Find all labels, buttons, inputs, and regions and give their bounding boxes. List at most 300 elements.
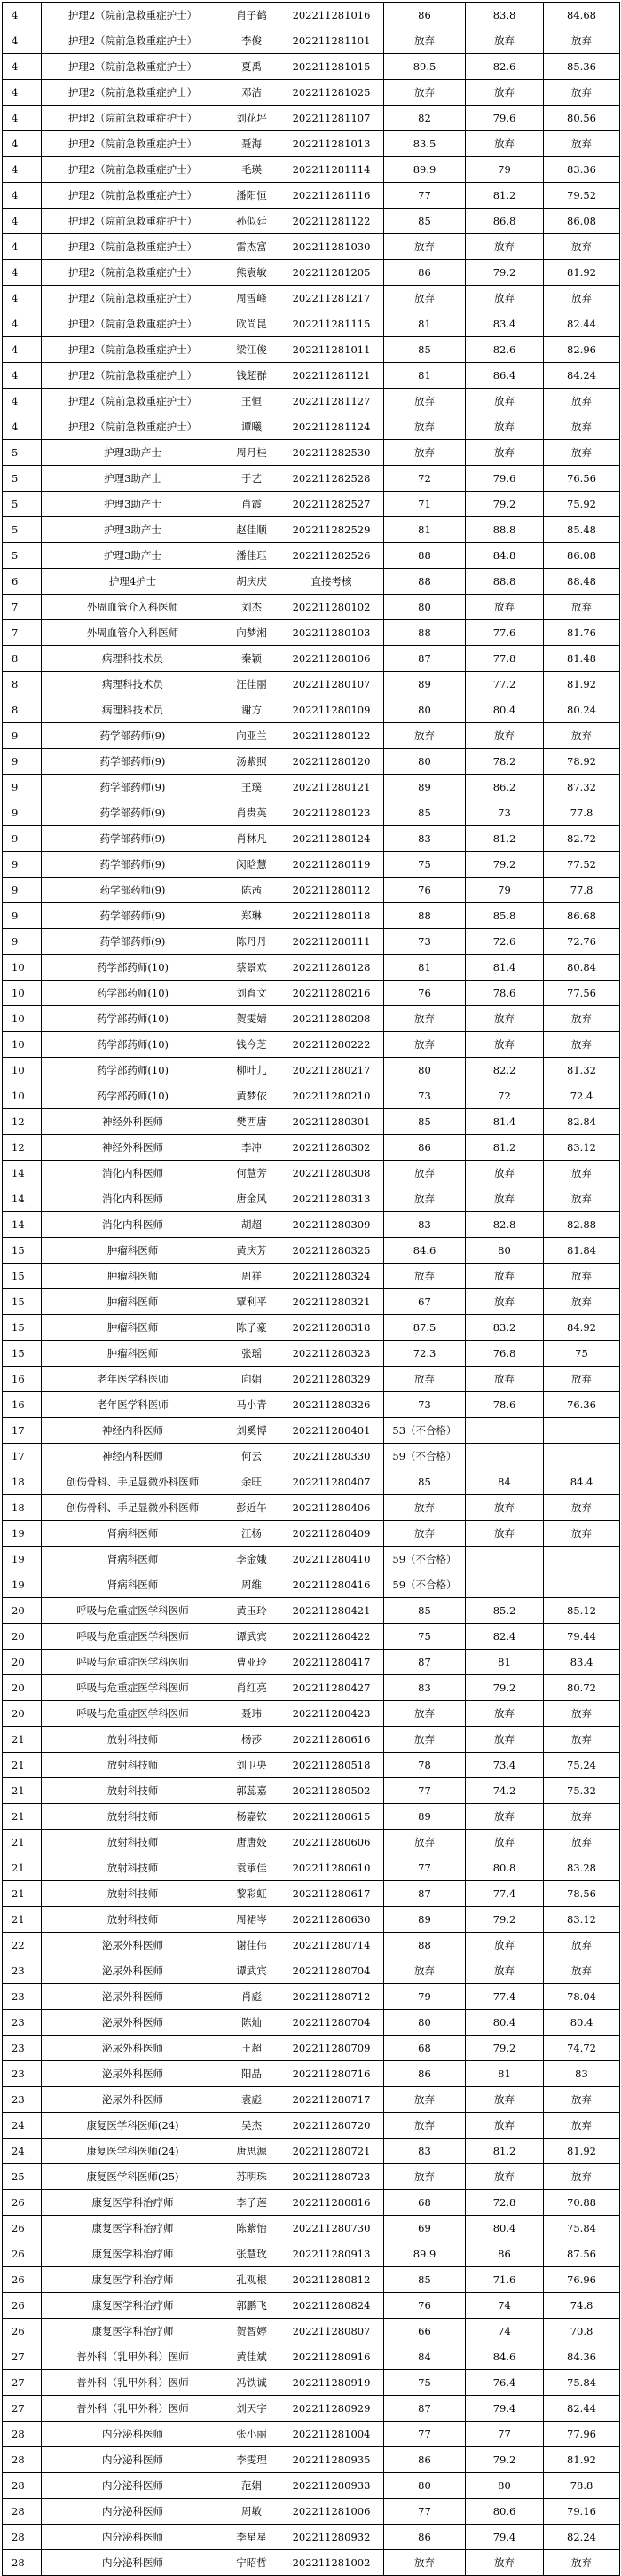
exam-number-cell: 直接考核 bbox=[279, 569, 384, 595]
interview-score-cell: 81.2 bbox=[466, 1135, 544, 1161]
exam-number-cell: 202211281025 bbox=[279, 80, 384, 106]
written-score-cell: 放弃 bbox=[384, 1701, 466, 1727]
total-score-cell: 83.36 bbox=[544, 157, 620, 183]
group-number-cell: 15 bbox=[3, 1238, 42, 1264]
interview-score-cell: 73.4 bbox=[466, 1753, 544, 1778]
position-cell: 神经外科医师 bbox=[42, 1135, 224, 1161]
total-score-cell: 放弃 bbox=[544, 2113, 620, 2139]
position-cell: 护理2（院前急救重症护士） bbox=[42, 286, 224, 311]
group-number-cell: 15 bbox=[3, 1315, 42, 1341]
total-score-cell: 放弃 bbox=[544, 28, 620, 54]
exam-number-cell: 202211280222 bbox=[279, 1032, 384, 1058]
group-number-cell: 23 bbox=[3, 1984, 42, 2010]
table-row bbox=[3, 2241, 620, 2267]
exam-number-cell: 202211280919 bbox=[279, 2370, 384, 2396]
written-score-cell: 53（不合格） bbox=[384, 1418, 466, 1444]
candidate-name-cell: 聂海 bbox=[224, 131, 279, 157]
position-cell: 呼吸与危重症医学科医师 bbox=[42, 1701, 224, 1727]
position-cell: 外周血管介入科医师 bbox=[42, 595, 224, 620]
interview-score-cell: 放弃 bbox=[466, 1933, 544, 1958]
table-row bbox=[3, 1753, 620, 1778]
table-row bbox=[3, 1778, 620, 1804]
written-score-cell: 83.5 bbox=[384, 131, 466, 157]
exam-number-cell: 202211280318 bbox=[279, 1315, 384, 1341]
table-row bbox=[3, 3, 620, 28]
exam-number-cell: 202211280216 bbox=[279, 981, 384, 1006]
group-number-cell: 9 bbox=[3, 775, 42, 800]
candidate-name-cell: 唐唐姣 bbox=[224, 1830, 279, 1855]
group-number-cell: 5 bbox=[3, 466, 42, 492]
written-score-cell: 89.9 bbox=[384, 157, 466, 183]
interview-score-cell: 81 bbox=[466, 2061, 544, 2087]
candidate-name-cell: 肖彪 bbox=[224, 1984, 279, 2010]
position-cell: 肿瘤科医师 bbox=[42, 1315, 224, 1341]
total-score-cell: 放弃 bbox=[544, 1495, 620, 1521]
table-row bbox=[3, 955, 620, 981]
group-number-cell: 10 bbox=[3, 1083, 42, 1109]
table-row bbox=[3, 1547, 620, 1572]
exam-number-cell: 202211280704 bbox=[279, 1958, 384, 1984]
written-score-cell: 79 bbox=[384, 1984, 466, 2010]
group-number-cell: 7 bbox=[3, 595, 42, 620]
interview-score-cell: 放弃 bbox=[466, 1495, 544, 1521]
written-score-cell: 77 bbox=[384, 2422, 466, 2447]
written-score-cell: 73 bbox=[384, 1392, 466, 1418]
written-score-cell: 放弃 bbox=[384, 1186, 466, 1212]
candidate-name-cell: 冯铁诚 bbox=[224, 2370, 279, 2396]
interview-score-cell: 80.4 bbox=[466, 697, 544, 723]
exam-number-cell: 202211280913 bbox=[279, 2241, 384, 2267]
exam-number-cell: 202211280208 bbox=[279, 1006, 384, 1032]
exam-number-cell: 202211280410 bbox=[279, 1547, 384, 1572]
group-number-cell: 4 bbox=[3, 389, 42, 414]
interview-score-cell: 80.4 bbox=[466, 2010, 544, 2036]
group-number-cell: 4 bbox=[3, 3, 42, 28]
table-row bbox=[3, 1907, 620, 1933]
table-row bbox=[3, 1598, 620, 1624]
total-score-cell bbox=[544, 1547, 620, 1572]
exam-number-cell: 202211282529 bbox=[279, 517, 384, 543]
total-score-cell: 88.48 bbox=[544, 569, 620, 595]
exam-number-cell: 202211281217 bbox=[279, 286, 384, 311]
interview-score-cell: 80.6 bbox=[466, 2499, 544, 2525]
interview-score-cell: 放弃 bbox=[466, 1701, 544, 1727]
group-number-cell: 4 bbox=[3, 234, 42, 260]
interview-score-cell: 放弃 bbox=[466, 1804, 544, 1830]
position-cell: 放射科技师 bbox=[42, 1727, 224, 1753]
written-score-cell: 86 bbox=[384, 2447, 466, 2473]
group-number-cell: 19 bbox=[3, 1572, 42, 1598]
table-row bbox=[3, 1855, 620, 1881]
interview-score-cell: 放弃 bbox=[466, 2550, 544, 2576]
candidate-name-cell: 周月桂 bbox=[224, 440, 279, 466]
exam-number-cell: 202211280309 bbox=[279, 1212, 384, 1238]
exam-number-cell: 202211281016 bbox=[279, 3, 384, 28]
position-cell: 康复医学科治疗师 bbox=[42, 2241, 224, 2267]
total-score-cell: 78.92 bbox=[544, 749, 620, 775]
interview-score-cell: 73 bbox=[466, 800, 544, 826]
candidate-name-cell: 范娟 bbox=[224, 2473, 279, 2499]
total-score-cell: 72.4 bbox=[544, 1083, 620, 1109]
interview-score-cell bbox=[466, 1547, 544, 1572]
exam-number-cell: 202211280128 bbox=[279, 955, 384, 981]
position-cell: 康复医学科治疗师 bbox=[42, 2293, 224, 2319]
table-row bbox=[3, 2447, 620, 2473]
exam-number-cell: 202211281004 bbox=[279, 2422, 384, 2447]
position-cell: 药学部药师(9) bbox=[42, 852, 224, 878]
written-score-cell: 85 bbox=[384, 1109, 466, 1135]
group-number-cell: 9 bbox=[3, 723, 42, 749]
position-cell: 药学部药师(10) bbox=[42, 1058, 224, 1083]
total-score-cell: 放弃 bbox=[544, 1006, 620, 1032]
total-score-cell: 70.88 bbox=[544, 2190, 620, 2216]
written-score-cell: 83 bbox=[384, 1675, 466, 1701]
group-number-cell: 21 bbox=[3, 1778, 42, 1804]
table-row bbox=[3, 852, 620, 878]
interview-score-cell: 76.8 bbox=[466, 1341, 544, 1367]
interview-score-cell: 72 bbox=[466, 1083, 544, 1109]
total-score-cell: 放弃 bbox=[544, 2087, 620, 2113]
written-score-cell: 86 bbox=[384, 2061, 466, 2087]
table-row bbox=[3, 1804, 620, 1830]
candidate-name-cell: 黎彩虹 bbox=[224, 1881, 279, 1907]
exam-number-cell: 202211280112 bbox=[279, 878, 384, 903]
interview-score-cell: 放弃 bbox=[466, 131, 544, 157]
group-number-cell: 8 bbox=[3, 646, 42, 672]
candidate-name-cell: 潘阳恒 bbox=[224, 183, 279, 209]
written-score-cell: 85 bbox=[384, 337, 466, 363]
written-score-cell: 87 bbox=[384, 1881, 466, 1907]
group-number-cell: 4 bbox=[3, 106, 42, 131]
written-score-cell: 83 bbox=[384, 2139, 466, 2164]
exam-number-cell: 202211282527 bbox=[279, 492, 384, 517]
group-number-cell: 28 bbox=[3, 2473, 42, 2499]
total-score-cell: 82.84 bbox=[544, 1109, 620, 1135]
table-row bbox=[3, 209, 620, 234]
interview-score-cell: 放弃 bbox=[466, 234, 544, 260]
total-score-cell: 85.48 bbox=[544, 517, 620, 543]
table-row bbox=[3, 337, 620, 363]
exam-number-cell: 202211280916 bbox=[279, 2344, 384, 2370]
interview-score-cell: 72.8 bbox=[466, 2190, 544, 2216]
total-score-cell: 放弃 bbox=[544, 2550, 620, 2576]
exam-number-cell: 202211280406 bbox=[279, 1495, 384, 1521]
exam-number-cell: 202211280329 bbox=[279, 1367, 384, 1392]
position-cell: 护理3助产士 bbox=[42, 466, 224, 492]
position-cell: 药学部药师(9) bbox=[42, 749, 224, 775]
interview-score-cell: 放弃 bbox=[466, 1521, 544, 1547]
table-row bbox=[3, 1032, 620, 1058]
position-cell: 普外科（乳甲外科）医师 bbox=[42, 2370, 224, 2396]
total-score-cell: 83.28 bbox=[544, 1855, 620, 1881]
interview-score-cell: 放弃 bbox=[466, 595, 544, 620]
interview-score-cell: 82.6 bbox=[466, 54, 544, 80]
group-number-cell: 26 bbox=[3, 2216, 42, 2241]
written-score-cell: 78 bbox=[384, 1753, 466, 1778]
interview-score-cell: 放弃 bbox=[466, 2087, 544, 2113]
exam-number-cell: 202211280502 bbox=[279, 1778, 384, 1804]
table-row bbox=[3, 286, 620, 311]
interview-score-cell: 78.6 bbox=[466, 1392, 544, 1418]
candidate-name-cell: 李子莲 bbox=[224, 2190, 279, 2216]
candidate-name-cell: 覃利平 bbox=[224, 1289, 279, 1315]
position-cell: 药学部药师(9) bbox=[42, 929, 224, 955]
candidate-name-cell: 刘花坪 bbox=[224, 106, 279, 131]
total-score-cell: 81.48 bbox=[544, 646, 620, 672]
group-number-cell: 26 bbox=[3, 2241, 42, 2267]
position-cell: 药学部药师(9) bbox=[42, 878, 224, 903]
table-row bbox=[3, 2499, 620, 2525]
exam-number-cell: 202211281101 bbox=[279, 28, 384, 54]
total-score-cell: 81.76 bbox=[544, 620, 620, 646]
position-cell: 护理2（院前急救重症护士） bbox=[42, 363, 224, 389]
table-row bbox=[3, 2293, 620, 2319]
total-score-cell: 放弃 bbox=[544, 1830, 620, 1855]
candidate-name-cell: 于艺 bbox=[224, 466, 279, 492]
interview-score-cell: 放弃 bbox=[466, 414, 544, 440]
total-score-cell: 87.32 bbox=[544, 775, 620, 800]
table-row bbox=[3, 878, 620, 903]
interview-score-cell: 77.4 bbox=[466, 1881, 544, 1907]
table-row bbox=[3, 28, 620, 54]
written-score-cell: 放弃 bbox=[384, 286, 466, 311]
interview-score-cell: 79.2 bbox=[466, 2447, 544, 2473]
group-number-cell: 4 bbox=[3, 363, 42, 389]
table-row bbox=[3, 1958, 620, 1984]
candidate-name-cell: 蔡景欢 bbox=[224, 955, 279, 981]
table-row bbox=[3, 1675, 620, 1701]
candidate-name-cell: 郑琳 bbox=[224, 903, 279, 929]
written-score-cell: 88 bbox=[384, 903, 466, 929]
interview-score-cell: 放弃 bbox=[466, 723, 544, 749]
total-score-cell: 放弃 bbox=[544, 389, 620, 414]
written-score-cell: 75 bbox=[384, 852, 466, 878]
candidate-name-cell: 黄梦依 bbox=[224, 1083, 279, 1109]
position-cell: 泌尿外科医师 bbox=[42, 2061, 224, 2087]
group-number-cell: 23 bbox=[3, 2036, 42, 2061]
total-score-cell: 74.72 bbox=[544, 2036, 620, 2061]
candidate-name-cell: 黄佳斌 bbox=[224, 2344, 279, 2370]
candidate-name-cell: 潘佳珏 bbox=[224, 543, 279, 569]
group-number-cell: 12 bbox=[3, 1135, 42, 1161]
exam-number-cell: 202211280217 bbox=[279, 1058, 384, 1083]
candidate-name-cell: 李星星 bbox=[224, 2525, 279, 2550]
position-cell: 放射科技师 bbox=[42, 1907, 224, 1933]
written-score-cell: 84 bbox=[384, 2344, 466, 2370]
group-number-cell: 14 bbox=[3, 1212, 42, 1238]
table-row bbox=[3, 2139, 620, 2164]
group-number-cell: 28 bbox=[3, 2499, 42, 2525]
total-score-cell: 放弃 bbox=[544, 414, 620, 440]
exam-number-cell: 202211280210 bbox=[279, 1083, 384, 1109]
group-number-cell: 4 bbox=[3, 209, 42, 234]
group-number-cell: 26 bbox=[3, 2319, 42, 2344]
interview-score-cell: 88.8 bbox=[466, 569, 544, 595]
candidate-name-cell: 唐金风 bbox=[224, 1186, 279, 1212]
interview-score-cell: 79 bbox=[466, 157, 544, 183]
table-row bbox=[3, 1444, 620, 1469]
table-row bbox=[3, 131, 620, 157]
candidate-name-cell: 欧尚昆 bbox=[224, 311, 279, 337]
position-cell: 病理科技术员 bbox=[42, 646, 224, 672]
interview-score-cell: 86.8 bbox=[466, 209, 544, 234]
table-row bbox=[3, 826, 620, 852]
exam-number-cell: 202211280720 bbox=[279, 2113, 384, 2139]
total-score-cell: 放弃 bbox=[544, 1727, 620, 1753]
table-row bbox=[3, 1650, 620, 1675]
table-row bbox=[3, 1727, 620, 1753]
group-number-cell: 19 bbox=[3, 1521, 42, 1547]
written-score-cell: 59（不合格） bbox=[384, 1547, 466, 1572]
exam-number-cell: 202211281006 bbox=[279, 2499, 384, 2525]
position-cell: 康复医学科治疗师 bbox=[42, 2216, 224, 2241]
group-number-cell: 21 bbox=[3, 1727, 42, 1753]
exam-number-cell: 202211280929 bbox=[279, 2396, 384, 2422]
group-number-cell: 20 bbox=[3, 1701, 42, 1727]
candidate-name-cell: 王恒 bbox=[224, 389, 279, 414]
interview-score-cell: 85.8 bbox=[466, 903, 544, 929]
total-score-cell: 81.92 bbox=[544, 2139, 620, 2164]
total-score-cell: 放弃 bbox=[544, 723, 620, 749]
exam-number-cell: 202211280606 bbox=[279, 1830, 384, 1855]
total-score-cell: 放弃 bbox=[544, 131, 620, 157]
candidate-name-cell: 陈茜 bbox=[224, 878, 279, 903]
exam-number-cell: 202211280118 bbox=[279, 903, 384, 929]
total-score-cell: 80.4 bbox=[544, 2010, 620, 2036]
written-score-cell: 89.9 bbox=[384, 2241, 466, 2267]
exam-number-cell: 202211280122 bbox=[279, 723, 384, 749]
interview-score-cell: 85.2 bbox=[466, 1598, 544, 1624]
candidate-name-cell: 彭近午 bbox=[224, 1495, 279, 1521]
candidate-name-cell: 赵佳顺 bbox=[224, 517, 279, 543]
total-score-cell: 78.8 bbox=[544, 2473, 620, 2499]
written-score-cell: 89 bbox=[384, 775, 466, 800]
written-score-cell: 87 bbox=[384, 2396, 466, 2422]
interview-score-cell: 79.2 bbox=[466, 2036, 544, 2061]
group-number-cell: 20 bbox=[3, 1624, 42, 1650]
group-number-cell: 8 bbox=[3, 672, 42, 697]
written-score-cell: 放弃 bbox=[384, 1264, 466, 1289]
candidate-name-cell: 谭武宾 bbox=[224, 1958, 279, 1984]
total-score-cell: 83.4 bbox=[544, 1650, 620, 1675]
candidate-name-cell: 孙似廷 bbox=[224, 209, 279, 234]
total-score-cell: 81.92 bbox=[544, 2447, 620, 2473]
written-score-cell: 82 bbox=[384, 106, 466, 131]
interview-score-cell: 放弃 bbox=[466, 1264, 544, 1289]
total-score-cell: 79.16 bbox=[544, 2499, 620, 2525]
total-score-cell: 放弃 bbox=[544, 1367, 620, 1392]
candidate-name-cell: 李俊 bbox=[224, 28, 279, 54]
candidate-name-cell: 吴杰 bbox=[224, 2113, 279, 2139]
exam-number-cell: 202211280308 bbox=[279, 1161, 384, 1186]
written-score-cell: 87 bbox=[384, 1650, 466, 1675]
written-score-cell: 放弃 bbox=[384, 723, 466, 749]
total-score-cell: 75.84 bbox=[544, 2370, 620, 2396]
total-score-cell: 77.8 bbox=[544, 800, 620, 826]
interview-score-cell: 77.2 bbox=[466, 672, 544, 697]
total-score-cell: 77.8 bbox=[544, 878, 620, 903]
written-score-cell: 放弃 bbox=[384, 414, 466, 440]
candidate-name-cell: 向亚兰 bbox=[224, 723, 279, 749]
written-score-cell: 86 bbox=[384, 3, 466, 28]
written-score-cell: 72 bbox=[384, 466, 466, 492]
total-score-cell: 79.44 bbox=[544, 1624, 620, 1650]
candidate-name-cell: 贺智婷 bbox=[224, 2319, 279, 2344]
interview-score-cell: 74.2 bbox=[466, 1778, 544, 1804]
position-cell: 护理2（院前急救重症护士） bbox=[42, 311, 224, 337]
group-number-cell: 21 bbox=[3, 1804, 42, 1830]
table-row bbox=[3, 723, 620, 749]
written-score-cell: 84.6 bbox=[384, 1238, 466, 1264]
table-row bbox=[3, 1933, 620, 1958]
position-cell: 护理3助产士 bbox=[42, 492, 224, 517]
candidate-name-cell: 张慧玫 bbox=[224, 2241, 279, 2267]
group-number-cell: 21 bbox=[3, 1855, 42, 1881]
exam-number-cell: 202211280630 bbox=[279, 1907, 384, 1933]
table-row bbox=[3, 2087, 620, 2113]
position-cell: 康复医学科医师(25) bbox=[42, 2164, 224, 2190]
group-number-cell: 9 bbox=[3, 929, 42, 955]
position-cell: 普外科（乳甲外科）医师 bbox=[42, 2396, 224, 2422]
written-score-cell: 67 bbox=[384, 1289, 466, 1315]
position-cell: 肿瘤科医师 bbox=[42, 1264, 224, 1289]
table-row bbox=[3, 1238, 620, 1264]
position-cell: 护理2（院前急救重症护士） bbox=[42, 389, 224, 414]
table-row bbox=[3, 543, 620, 569]
exam-number-cell: 202211281013 bbox=[279, 131, 384, 157]
total-score-cell: 82.96 bbox=[544, 337, 620, 363]
table-row bbox=[3, 749, 620, 775]
interview-score-cell: 77.4 bbox=[466, 1984, 544, 2010]
total-score-cell: 76.56 bbox=[544, 466, 620, 492]
candidate-name-cell: 肖贵英 bbox=[224, 800, 279, 826]
candidate-name-cell: 张小丽 bbox=[224, 2422, 279, 2447]
position-cell: 神经外科医师 bbox=[42, 1109, 224, 1135]
exam-number-cell: 202211280330 bbox=[279, 1444, 384, 1469]
position-cell: 护理2（院前急救重症护士） bbox=[42, 234, 224, 260]
candidate-name-cell: 钱今芝 bbox=[224, 1032, 279, 1058]
exam-number-cell: 202211281015 bbox=[279, 54, 384, 80]
position-cell: 护理2（院前急救重症护士） bbox=[42, 337, 224, 363]
position-cell: 放射科技师 bbox=[42, 1804, 224, 1830]
candidate-name-cell: 李雯理 bbox=[224, 2447, 279, 2473]
group-number-cell: 5 bbox=[3, 517, 42, 543]
written-score-cell: 80 bbox=[384, 749, 466, 775]
group-number-cell: 28 bbox=[3, 2525, 42, 2550]
interview-score-cell: 76.4 bbox=[466, 2370, 544, 2396]
candidate-name-cell: 贺雯婧 bbox=[224, 1006, 279, 1032]
table-row bbox=[3, 2267, 620, 2293]
written-score-cell: 放弃 bbox=[384, 1006, 466, 1032]
interview-score-cell: 79.2 bbox=[466, 852, 544, 878]
interview-score-cell: 77.8 bbox=[466, 646, 544, 672]
table-row bbox=[3, 440, 620, 466]
candidate-name-cell: 王超 bbox=[224, 2036, 279, 2061]
group-number-cell: 10 bbox=[3, 1058, 42, 1083]
group-number-cell: 9 bbox=[3, 878, 42, 903]
interview-score-cell: 81.4 bbox=[466, 1109, 544, 1135]
interview-score-cell: 79.4 bbox=[466, 2396, 544, 2422]
total-score-cell: 77.96 bbox=[544, 2422, 620, 2447]
total-score-cell bbox=[544, 1572, 620, 1598]
candidate-name-cell: 闵晗慧 bbox=[224, 852, 279, 878]
position-cell: 康复医学科治疗师 bbox=[42, 2319, 224, 2344]
candidate-name-cell: 杨莎 bbox=[224, 1727, 279, 1753]
position-cell: 护理2（院前急救重症护士） bbox=[42, 157, 224, 183]
written-score-cell: 77 bbox=[384, 2499, 466, 2525]
table-row bbox=[3, 2010, 620, 2036]
candidate-name-cell: 肖红亮 bbox=[224, 1675, 279, 1701]
